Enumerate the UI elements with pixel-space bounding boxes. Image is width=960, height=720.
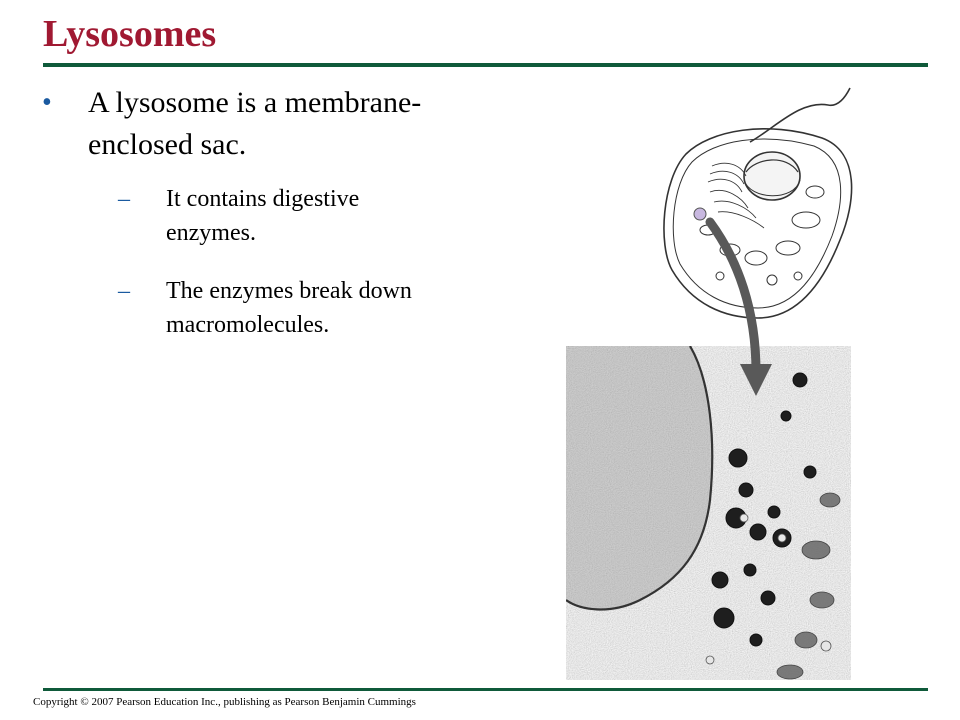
lysosome-marker: [694, 208, 706, 220]
flagellum-icon: [750, 88, 850, 142]
lysosome-micrograph: [566, 346, 851, 680]
animal-cell-drawing: [664, 88, 852, 318]
slide-title: Lysosomes: [43, 13, 217, 55]
bullet-item: [40, 82, 440, 166]
bullet-text: A lysosome is a membrane-enclosed sac.: [88, 86, 422, 161]
sub-bullet-marker: –: [118, 278, 130, 304]
sub-bullet-item: [40, 274, 440, 342]
sub-bullet-item: [40, 182, 440, 250]
bullet-marker: •: [42, 87, 52, 118]
bullet-list: [40, 82, 440, 366]
footer-divider: [43, 688, 928, 691]
sub-bullet-text: It contains digestive enzymes.: [166, 186, 360, 246]
title-divider: [43, 63, 928, 67]
copyright-notice: Copyright © 2007 Pearson Education Inc., publishing as Pearson Benjamin Cummings: [33, 696, 416, 708]
nucleus: [744, 152, 800, 200]
lysosome-figure: [560, 80, 860, 680]
sub-bullet-text: The enzymes break down macromolecules.: [166, 278, 412, 338]
sub-bullet-marker: –: [118, 186, 130, 212]
